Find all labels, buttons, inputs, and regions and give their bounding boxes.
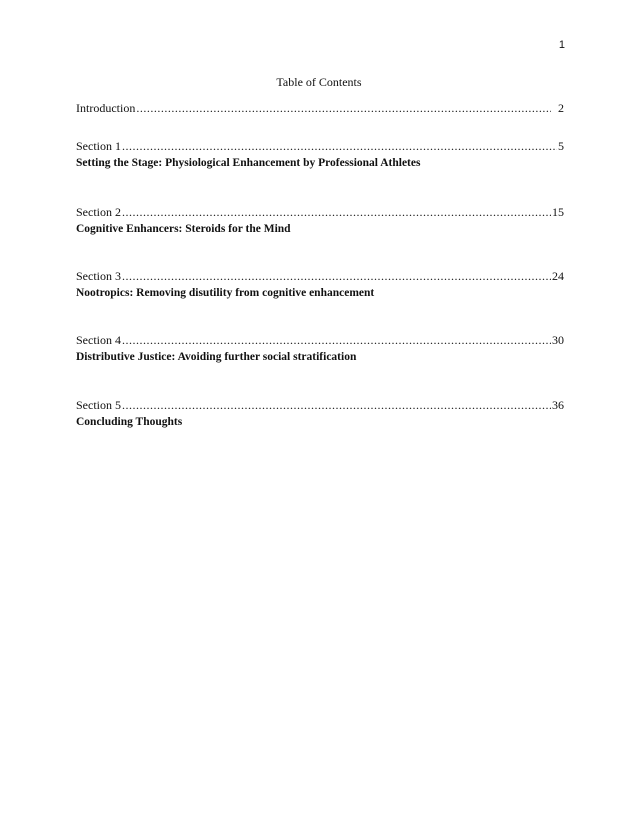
toc-entry-subtitle: Cognitive Enhancers: Steroids for the Mind (76, 223, 291, 235)
toc-entry-subtitle: Nootropics: Removing disutility from cognitive enhancement (76, 287, 375, 299)
toc-entry-section-2[interactable] (76, 205, 564, 236)
toc-entry-line (76, 333, 564, 347)
toc-entry-introduction[interactable] (76, 101, 564, 115)
toc-entry-line (76, 101, 564, 115)
toc-title: Table of Contents (276, 75, 362, 89)
toc-entry-page: 36 (552, 398, 564, 412)
dot-leader (122, 205, 551, 219)
toc-entry-subtitle: Distributive Justice: Avoiding further social stratification (76, 351, 357, 363)
toc-entry-subtitle: Setting the Stage: Physiological Enhancement by Professional Athletes (76, 157, 421, 169)
toc-entry-section-1[interactable] (76, 139, 564, 170)
toc-entry-line (76, 398, 564, 412)
toc-entry-page: 24 (552, 269, 564, 283)
dot-leader (122, 269, 551, 283)
dot-leader (122, 139, 557, 153)
dot-leader (122, 333, 551, 347)
toc-entry-page: 30 (552, 333, 564, 347)
toc-entry-section-3[interactable] (76, 269, 564, 300)
toc-entry-label: Section 2 (76, 205, 121, 219)
dot-leader (136, 101, 551, 115)
toc-entry-line (76, 139, 564, 153)
toc-entry-label: Introduction (76, 101, 136, 115)
toc-entry-section-4[interactable] (76, 333, 564, 364)
toc-entry-page: 15 (552, 205, 564, 219)
toc-entry-label: Section 1 (76, 139, 121, 153)
toc-entry-page: 2 (558, 101, 564, 115)
toc-entry-label: Section 3 (76, 269, 121, 283)
toc-entry-label: Section 5 (76, 398, 121, 412)
toc-entry-line (76, 269, 564, 283)
toc-entry-page: 5 (558, 139, 564, 153)
toc-entry-subtitle: Concluding Thoughts (76, 416, 183, 428)
dot-leader (122, 398, 551, 412)
toc-entry-line (76, 205, 564, 219)
toc-entry-label: Section 4 (76, 333, 121, 347)
page-number: 1 (558, 39, 565, 51)
toc-entry-section-5[interactable] (76, 398, 564, 429)
